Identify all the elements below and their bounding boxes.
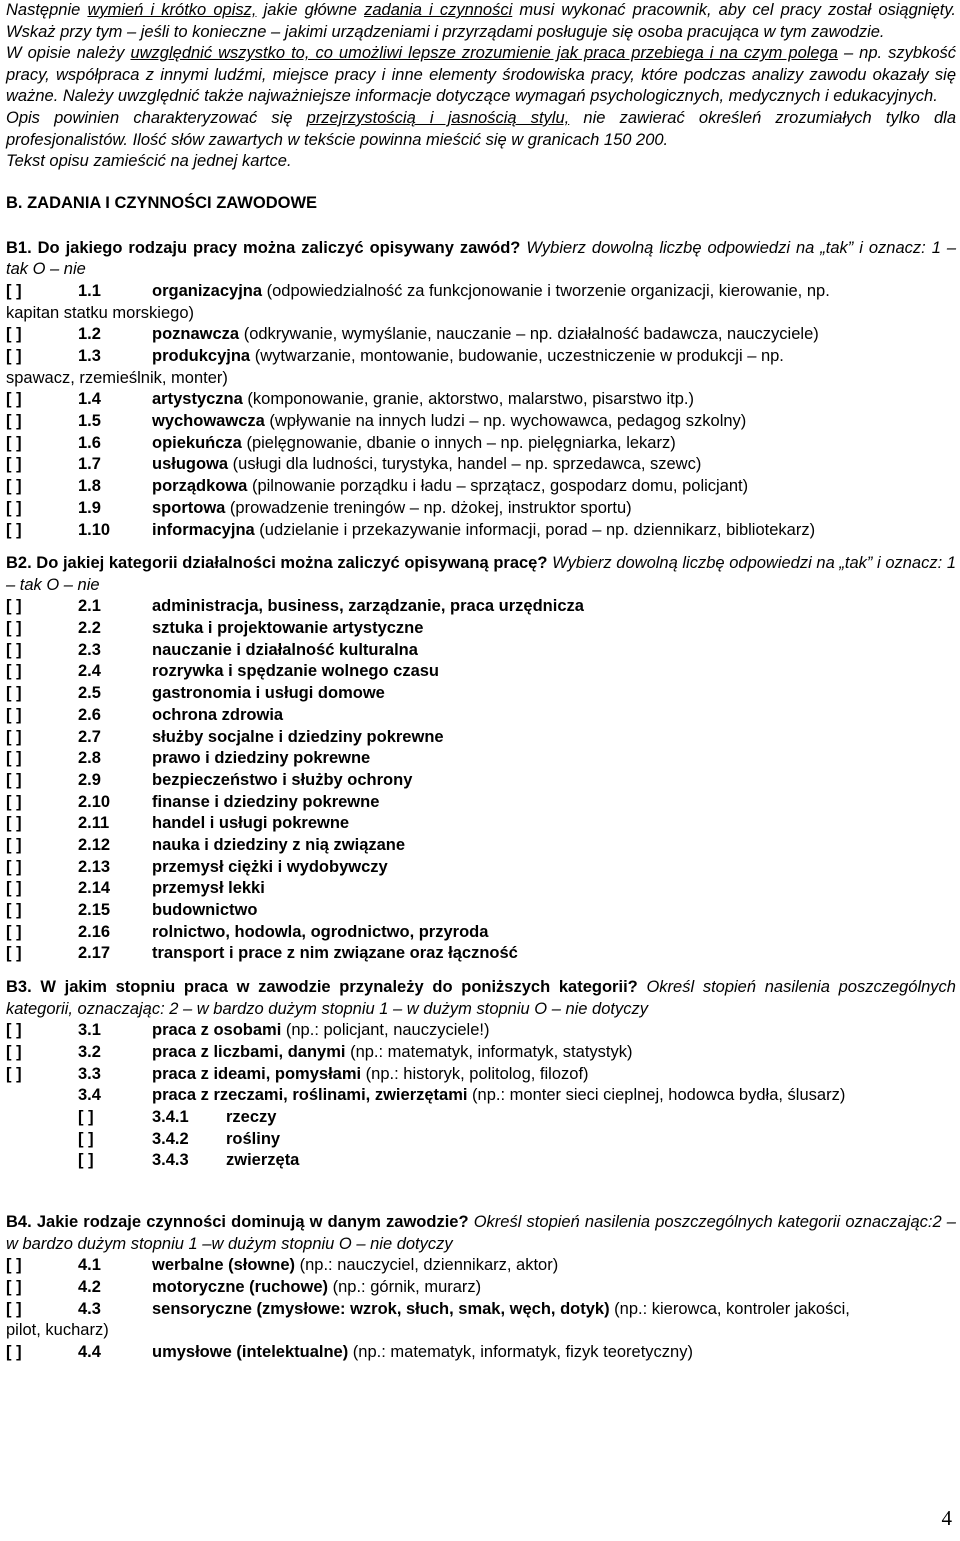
item-label (152, 878, 956, 900)
page-number: 4 (941, 1506, 952, 1530)
item-label (152, 411, 956, 433)
b4-instruction: Określ stopień nasilenia poszczególnych kategorii oznaczając:2 – w bardzo dużym stopniu 1 –w dużym stopniu O – nie dotyczy (6, 1213, 956, 1253)
list-item (6, 498, 956, 520)
item-name: informacyjna (152, 520, 255, 539)
item-name: budownictwo (152, 901, 258, 920)
item-label (152, 943, 956, 965)
item-number: 2.9 (78, 770, 101, 789)
list-item (6, 596, 956, 618)
list-item (6, 1042, 956, 1064)
item-label (152, 596, 956, 618)
b2-question-text: B2. Do jakiej kategorii działalności można zaliczyć opisywaną pracę? (6, 554, 548, 573)
item-label (152, 346, 956, 368)
item-label (152, 618, 956, 640)
item-label (152, 640, 956, 662)
checkbox-bracket[interactable]: [ ] (6, 749, 22, 768)
item-number: 2.6 (78, 705, 101, 724)
item-name: rzeczy (226, 1108, 277, 1127)
b3-question-text: B3. W jakim stopniu praca w zawodzie przynależy do poniższych kategorii? (6, 978, 638, 997)
checkbox-bracket[interactable]: [ ] (6, 684, 22, 703)
list-item (6, 922, 956, 944)
list-item (6, 411, 956, 433)
item-description: (np.: monter sieci cieplnej, hodowca bydła, ślusarz) (467, 1086, 846, 1105)
item-name: finanse i dziedziny pokrewne (152, 792, 380, 811)
intro-p1-underline-1: wymień i krótko opisz, (87, 1, 257, 19)
list-item (6, 324, 956, 346)
list-item (6, 813, 956, 835)
item-label (152, 705, 956, 727)
checkbox-bracket[interactable]: [ ] (6, 662, 22, 681)
item-name: nauka i dziedziny z nią związane (152, 835, 406, 854)
checkbox-bracket[interactable]: [ ] (6, 1021, 22, 1040)
list-item (6, 857, 956, 879)
checkbox-bracket[interactable]: [ ] (78, 1129, 94, 1148)
item-number: 2.13 (78, 857, 111, 876)
item-description: (wpływanie na innych ludzi – np. wychowawca, pedagog szkolny) (264, 412, 747, 431)
checkbox-bracket[interactable]: [ ] (6, 433, 22, 452)
item-number: 2.3 (78, 640, 101, 659)
item-description: (np.: kierowca, kontroler jakości, (609, 1299, 850, 1318)
item-name: praca z osobami (152, 1021, 282, 1040)
item-label (152, 922, 956, 944)
b1-question (6, 238, 956, 281)
item-label (152, 476, 956, 498)
item-label (152, 1277, 956, 1299)
list-item (6, 835, 956, 857)
item-label (152, 1085, 956, 1107)
intro-p1-a: Następnie (6, 1, 88, 19)
b2-question (6, 553, 956, 596)
item-number: 3.4.1 (152, 1108, 189, 1127)
item-number: 2.12 (78, 835, 111, 854)
item-label (152, 1020, 956, 1042)
checkbox-bracket[interactable]: [ ] (6, 705, 22, 724)
item-number: 2.11 (78, 814, 110, 833)
item-label (152, 498, 956, 520)
item-name: transport i prace z nim związane oraz łączność (152, 944, 518, 963)
item-description: (udzielanie i przekazywanie informacji, porad – np. dziennikarz, bibliotekarz) (254, 520, 816, 539)
list-item (6, 520, 956, 542)
item-description: (prowadzenie treningów – np. dżokej, instruktor sportu) (225, 498, 632, 517)
section-b-title: B. ZADANIA I CZYNNOŚCI ZAWODOWE (6, 193, 318, 212)
item-number: 2.8 (78, 749, 101, 768)
item-name: sensoryczne (zmysłowe: wzrok, słuch, smak, węch, dotyk) (152, 1299, 610, 1318)
list-item (6, 433, 956, 455)
b4-question (6, 1212, 956, 1255)
item-label (152, 813, 956, 835)
item-name: artystyczna (152, 390, 243, 409)
item-name: porządkowa (152, 477, 248, 496)
item-number: 1.3 (78, 347, 101, 366)
list-item (6, 705, 956, 727)
b3-question (6, 977, 956, 1020)
list-item (6, 1085, 956, 1107)
list-item (6, 1255, 956, 1277)
item-number: 2.7 (78, 727, 101, 746)
item-label (152, 454, 956, 476)
checkbox-bracket[interactable]: [ ] (6, 1064, 22, 1083)
item-description: (komponowanie, granie, aktorstwo, malarstwo, pisarstwo itp.) (242, 390, 694, 409)
checkbox-bracket[interactable]: [ ] (6, 619, 22, 638)
list-item (6, 454, 956, 476)
item-number: 4.4 (78, 1343, 101, 1362)
item-number: 2.2 (78, 619, 101, 638)
list-item (6, 900, 956, 922)
item-name: sztuka i projektowanie artystyczne (152, 619, 424, 638)
item-name: opiekuńcza (152, 433, 242, 452)
list-item (6, 1107, 956, 1129)
checkbox-bracket[interactable]: [ ] (6, 835, 22, 854)
item-label (152, 857, 956, 879)
item-label (152, 900, 956, 922)
item-name: praca z liczbami, danymi (152, 1042, 346, 1061)
checkbox-bracket[interactable]: [ ] (6, 1042, 22, 1061)
item-description-continued: kapitan statku morskiego) (6, 303, 195, 322)
list-item (6, 1129, 956, 1151)
b3-instruction: Określ stopień nasilenia poszczególnych kategorii, oznaczając: 2 – w bardzo dużym stopniu 1 – w dużym stopniu O – nie dotyczy (6, 978, 956, 1018)
list-item (6, 727, 956, 749)
item-label (152, 1299, 956, 1321)
item-name: rozrywka i spędzanie wolnego czasu (152, 662, 440, 681)
item-name: umysłowe (intelektualne) (152, 1343, 349, 1362)
item-number: 4.3 (78, 1299, 101, 1318)
intro-p1-b: jakie główne (256, 1, 365, 19)
checkbox-bracket[interactable]: [ ] (6, 455, 22, 474)
intro-p3-b: nie zawierać określeń zrozumiałych tylko dla profesjonalistów. Ilość słów zawartych w tekście powinna mieścić się w granicach 150 200. (6, 108, 957, 149)
item-label (152, 748, 956, 770)
item-label (152, 727, 956, 749)
item-name: rolnictwo, hodowla, ogrodnictwo, przyroda (152, 922, 489, 941)
checkbox-bracket[interactable]: [ ] (6, 901, 22, 920)
item-description: (pielęgnowanie, dbanie o innych – np. pielęgniarka, lekarz) (241, 433, 676, 452)
checkbox-bracket[interactable]: [ ] (6, 857, 22, 876)
item-description-continued: pilot, kucharz) (6, 1321, 109, 1340)
item-name: administracja, business, zarządzanie, praca urzędnicza (152, 597, 584, 616)
item-description: (odpowiedzialność za funkcjonowanie i tworzenie organizacji, kierowanie, np. (262, 281, 830, 300)
intro-paragraph-2 (6, 43, 956, 108)
item-label (152, 324, 956, 346)
checkbox-bracket[interactable]: [ ] (6, 597, 22, 616)
item-label (152, 281, 956, 303)
item-number: 1.4 (78, 390, 101, 409)
item-label (152, 683, 956, 705)
list-item (6, 346, 956, 389)
checkbox-bracket[interactable]: [ ] (78, 1108, 94, 1127)
item-label (152, 433, 956, 455)
list-item (6, 748, 956, 770)
list-item (6, 281, 956, 324)
item-name: nauczanie i działalność kulturalna (152, 640, 418, 659)
item-number: 1.10 (78, 520, 111, 539)
checkbox-bracket[interactable]: [ ] (6, 1277, 22, 1296)
list-item (6, 1020, 956, 1042)
list-item (6, 943, 956, 965)
item-number: 2.10 (78, 792, 111, 811)
intro-paragraph-3 (6, 108, 956, 151)
item-label (152, 389, 956, 411)
item-number: 2.1 (78, 597, 101, 616)
list-item (6, 770, 956, 792)
item-number: 3.4.2 (152, 1129, 189, 1148)
item-number: 1.5 (78, 412, 101, 431)
list-item (6, 661, 956, 683)
item-number: 3.4.3 (152, 1151, 189, 1170)
item-label (152, 520, 956, 542)
item-name: ochrona zdrowia (152, 705, 284, 724)
item-description: (usługi dla ludności, turystyka, handel – np. sprzedawca, szewc) (228, 455, 702, 474)
item-number: 3.2 (78, 1042, 101, 1061)
item-name: praca z ideami, pomysłami (152, 1064, 362, 1083)
list-item (6, 640, 956, 662)
checkbox-bracket[interactable]: [ ] (6, 412, 22, 431)
list-item (6, 792, 956, 814)
intro-p2-b: – np. szybkość pracy, współpraca z innymi ludźmi, miejsce pracy i inne elementy środowiska pracy, które podczas analizy zawodu okazały się ważne. Należy uwzględnić także najważniejsze informacje dotyczące wymagań psychologicznych, medycznych i edukacyjnych. (6, 44, 956, 106)
b1-list (6, 281, 956, 541)
checkbox-bracket[interactable]: [ ] (6, 727, 22, 746)
item-description: (np.: policjant, nauczyciele!) (281, 1021, 490, 1040)
b4-question-text: B4. Jakie rodzaje czynności dominują w danym zawodzie? (6, 1213, 469, 1232)
item-name: usługowa (152, 455, 229, 474)
checkbox-bracket[interactable]: [ ] (6, 640, 22, 659)
item-label (152, 835, 956, 857)
item-number: 1.2 (78, 325, 101, 344)
item-name: handel i usługi pokrewne (152, 814, 350, 833)
list-item (6, 618, 956, 640)
item-label (152, 1255, 956, 1277)
item-label (152, 661, 956, 683)
item-label (226, 1107, 956, 1129)
list-item (6, 389, 956, 411)
checkbox-bracket[interactable]: [ ] (6, 498, 22, 517)
item-number: 1.7 (78, 455, 101, 474)
checkbox-bracket[interactable]: [ ] (6, 922, 22, 941)
item-label (226, 1150, 956, 1172)
b1-question-text: B1. Do jakiego rodzaju pracy można zaliczyć opisywany zawód? (6, 238, 521, 257)
item-number: 2.15 (78, 901, 111, 920)
checkbox-bracket[interactable]: [ ] (6, 1343, 22, 1362)
item-number: 1.6 (78, 433, 101, 452)
checkbox-bracket[interactable]: [ ] (6, 792, 22, 811)
item-name: motoryczne (ruchowe) (152, 1277, 329, 1296)
item-description: (np.: matematyk, informatyk, statystyk) (345, 1042, 633, 1061)
checkbox-bracket[interactable]: [ ] (6, 1299, 22, 1318)
item-label (152, 1342, 956, 1364)
checkbox-bracket[interactable]: [ ] (6, 390, 22, 409)
checkbox-bracket[interactable]: [ ] (6, 944, 22, 963)
item-name: praca z rzeczami, roślinami, zwierzętami (152, 1086, 468, 1105)
item-number: 2.4 (78, 662, 101, 681)
checkbox-bracket[interactable]: [ ] (6, 281, 22, 300)
item-name: wychowawcza (152, 412, 265, 431)
b2-instruction: Wybierz dowolną liczbę odpowiedzi na „tak” i oznacz: 1 – tak O – nie (6, 554, 957, 594)
item-number: 1.1 (78, 281, 101, 300)
item-number: 3.1 (78, 1021, 101, 1040)
intro-p3-a: Opis powinien charakteryzować się (6, 108, 307, 127)
checkbox-bracket[interactable]: [ ] (6, 325, 22, 344)
item-description: (np.: matematyk, informatyk, fizyk teoretyczny) (348, 1343, 693, 1362)
item-description: (np.: górnik, murarz) (328, 1277, 482, 1296)
document-page (6, 0, 956, 1364)
item-description: (np.: historyk, politolog, filozof) (361, 1064, 589, 1083)
intro-p2-a: W opisie należy (6, 44, 131, 63)
item-description: (odkrywanie, wymyślanie, nauczanie – np. działalność badawcza, nauczyciele) (239, 325, 819, 344)
item-name: organizacyjna (152, 281, 263, 300)
checkbox-bracket[interactable]: [ ] (6, 1256, 22, 1275)
item-number: 4.1 (78, 1256, 101, 1275)
item-number: 1.9 (78, 498, 101, 517)
item-description: (wytwarzanie, montowanie, budowanie, uczestniczenie w produkcji – np. (250, 347, 784, 366)
intro-text (6, 0, 956, 173)
item-number: 3.3 (78, 1064, 101, 1083)
item-label (152, 792, 956, 814)
item-number: 4.2 (78, 1277, 101, 1296)
item-name: przemysł ciężki i wydobywczy (152, 857, 388, 876)
item-number: 2.14 (78, 879, 111, 898)
list-item (6, 1342, 956, 1364)
list-item (6, 683, 956, 705)
intro-p1-underline-2: zadania i czynności (364, 1, 513, 19)
item-name: werbalne (słowne) (152, 1256, 296, 1275)
item-number: 3.4 (78, 1086, 101, 1105)
intro-paragraph-1 (6, 0, 956, 43)
item-number: 2.16 (78, 922, 111, 941)
b3-list (6, 1020, 956, 1107)
item-name: bezpieczeństwo i służby ochrony (152, 770, 413, 789)
list-item (6, 476, 956, 498)
item-label (152, 1042, 956, 1064)
checkbox-bracket[interactable]: [ ] (6, 770, 22, 789)
list-item (6, 1064, 956, 1086)
checkbox-bracket[interactable]: [ ] (78, 1151, 94, 1170)
item-label (152, 770, 956, 792)
item-label (226, 1129, 956, 1151)
list-item (6, 1299, 956, 1342)
item-name: przemysł lekki (152, 879, 265, 898)
list-item (6, 1150, 956, 1172)
checkbox-bracket[interactable]: [ ] (6, 879, 22, 898)
checkbox-bracket[interactable]: [ ] (6, 477, 22, 496)
item-label (152, 1064, 956, 1086)
list-item (6, 1277, 956, 1299)
b1-instruction: Wybierz dowolną liczbę odpowiedzi na „tak” i oznacz: 1 – tak O – nie (6, 238, 957, 279)
item-name: produkcyjna (152, 347, 251, 366)
item-description-continued: spawacz, rzemieślnik, monter) (6, 368, 228, 387)
item-description: (np.: nauczyciel, dziennikarz, aktor) (295, 1256, 559, 1275)
intro-p3-underline: przejrzystością i jasnością stylu, (306, 108, 570, 127)
intro-p2-underline: uwzględnić wszystko to, co umożliwi lepsze zrozumienie jak praca przebiega i na czym polega (130, 44, 838, 63)
item-name: sportowa (152, 498, 226, 517)
item-name: rośliny (226, 1129, 281, 1148)
item-name: gastronomia i usługi domowe (152, 684, 385, 703)
item-name: zwierzęta (226, 1151, 300, 1170)
item-name: poznawcza (152, 325, 240, 344)
intro-p1-c: musi wykonać pracownik, aby cel pracy został osiągnięty. Wskaż przy tym – jeśli to konieczne – jakimi urządzeniami i przyrządami posługuje się osoba pracująca w tym zawodzie. (6, 1, 957, 41)
item-description: (pilnowanie porządku i ładu – sprzątacz, gospodarz domu, policjant) (247, 477, 749, 496)
item-number: 2.17 (78, 944, 111, 963)
item-name: prawo i dziedziny pokrewne (152, 749, 371, 768)
item-number: 2.5 (78, 684, 101, 703)
checkbox-bracket[interactable]: [ ] (6, 347, 22, 366)
item-number: 1.8 (78, 477, 101, 496)
list-item (6, 878, 956, 900)
b3-sublist (6, 1107, 956, 1172)
b2-list (6, 596, 956, 965)
b4-list (6, 1255, 956, 1363)
item-name: służby socjalne i dziedziny pokrewne (152, 727, 444, 746)
checkbox-bracket[interactable]: [ ] (6, 814, 22, 833)
checkbox-bracket[interactable]: [ ] (6, 520, 22, 539)
intro-paragraph-4: Tekst opisu zamieścić na jednej kartce. (6, 152, 292, 171)
